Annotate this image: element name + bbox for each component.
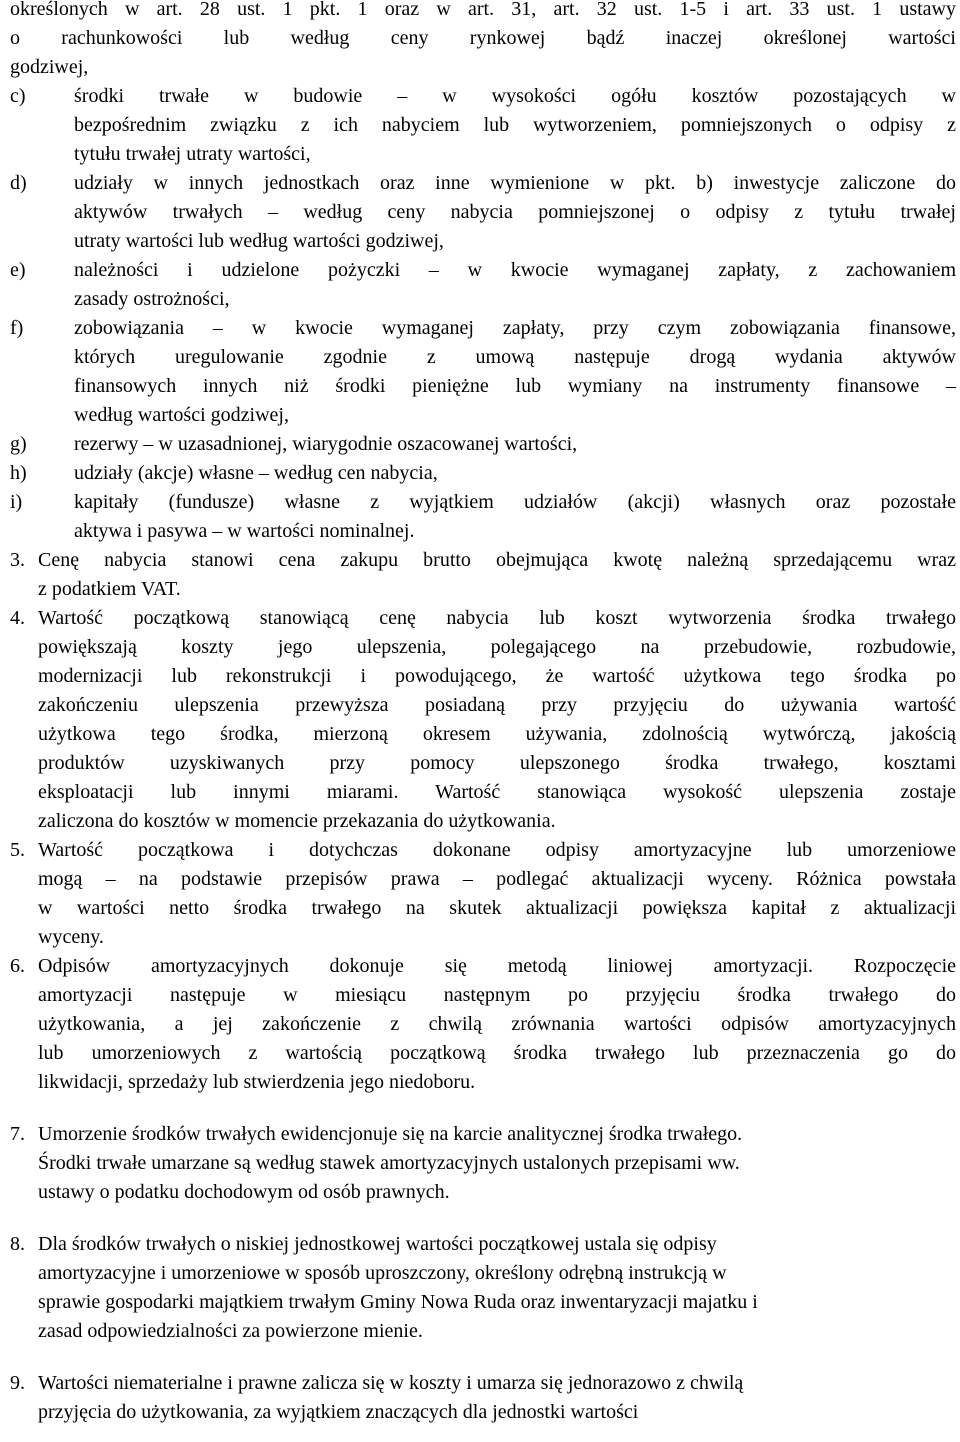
text-line: likwidacji, sprzedaży lub stwierdzenia jego niedoboru. (38, 1071, 476, 1093)
text-line: sprawie gospodarki majątkiem trwałym Gminy Nowa Ruda oraz inwentaryzacji majatku i (38, 1291, 758, 1313)
numbered-item-5 (10, 836, 956, 952)
text-line: w wartości netto środka trwałego na skutek aktualizacji powiększa kapitał z aktualizacji (38, 897, 956, 919)
text-line: środki trwałe w budowie – w wysokości ogółu kosztów pozostających w (74, 85, 956, 107)
text-line: godziwej, (10, 56, 89, 78)
numbered-list (10, 546, 956, 1427)
text-line: których uregulowanie zgodnie z umową następuje drogą wydania aktywów (74, 346, 956, 368)
list-marker: 4. (10, 607, 25, 629)
text-line: wyceny. (38, 926, 104, 948)
numbered-item-4 (10, 604, 956, 836)
text-line: amortyzacji następuje w miesiącu następnym po przyjęciu środka trwałego do (38, 984, 956, 1006)
paragraph-gap (10, 1346, 956, 1369)
text-line: amortyzacyjne i umorzeniowe w sposób uproszczony, określony odrębną instrukcją w (38, 1262, 727, 1284)
numbered-item-7 (10, 1120, 956, 1207)
text-line: mogą – na podstawie przepisów prawa – podlegać aktualizacji wyceny. Różnica powstała (38, 868, 956, 890)
list-marker: e) (10, 259, 26, 281)
text-line: Cenę nabycia stanowi cena zakupu brutto obejmująca kwotę należną sprzedającemu wraz (38, 549, 956, 571)
list-marker: 8. (10, 1233, 25, 1255)
text-line: Dla środków trwałych o niskiej jednostkowej wartości początkowej ustala się odpisy (38, 1233, 717, 1255)
text-line: ustawy o podatku dochodowym od osób prawnych. (38, 1181, 450, 1203)
numbered-item-6 (10, 952, 956, 1097)
text-line: modernizacji lub rekonstrukcji i powodującego, że wartość użytkowa tego środka po (38, 665, 956, 687)
text-line: tytułu trwałej utraty wartości, (74, 143, 311, 165)
text-line: udziały w innych jednostkach oraz inne wymienione w pkt. b) inwestycje zaliczone do (74, 172, 956, 194)
text-line: Wartość początkową stanowiącą cenę nabycia lub koszt wytworzenia środka trwałego (38, 607, 956, 629)
sub-item-c (10, 82, 956, 169)
text-line: określonych w art. 28 ust. 1 pkt. 1 oraz w art. 31, art. 32 ust. 1-5 i art. 33 ust. 1 ustawy (10, 0, 956, 20)
text-line: rezerwy – w uzasadnionej, wiarygodnie oszacowanej wartości, (74, 433, 578, 455)
list-marker: h) (10, 462, 27, 484)
text-line: utraty wartości lub według wartości godziwej, (74, 230, 444, 252)
text-line: eksploatacji lub innymi miarami. Wartość stanowiąca wysokość ulepszenia zostaje (38, 781, 956, 803)
list-marker: 3. (10, 549, 25, 571)
sub-item-g (10, 430, 956, 459)
list-marker: f) (10, 317, 24, 339)
text-line: Odpisów amortyzacyjnych dokonuje się metodą liniowej amortyzacji. Rozpoczęcie (38, 955, 956, 977)
list-marker: c) (10, 85, 26, 107)
paragraph-gap (10, 1097, 956, 1120)
list-marker: 9. (10, 1372, 25, 1394)
paragraph-gap (10, 1207, 956, 1230)
text-line: Wartości niematerialne i prawne zalicza się w koszty i umarza się jednorazowo z chwilą (38, 1372, 744, 1394)
text-line: Środki trwałe umarzane są według stawek amortyzacyjnych ustalonych przepisami ww. (38, 1152, 740, 1174)
list-marker: i) (10, 491, 23, 513)
list-marker: g) (10, 433, 27, 455)
sub-item-i (10, 488, 956, 546)
text-line: Wartość początkowa i dotychczas dokonane odpisy amortyzacyjne lub umorzeniowe (38, 839, 956, 861)
text-line: zaliczona do kosztów w momencie przekazania do użytkowania. (38, 810, 556, 832)
text-line: finansowych innych niż środki pieniężne lub wymiany na instrumenty finansowe – (74, 375, 956, 397)
text-line: powiększają koszty jego ulepszenia, polegającego na przebudowie, rozbudowie, (38, 636, 956, 658)
text-line: bezpośrednim związku z ich nabyciem lub wytworzeniem, pomniejszonych o odpisy z (74, 114, 956, 136)
text-line: według wartości godziwej, (74, 404, 289, 426)
text-line: lub umorzeniowych z wartością początkową środka trwałego lub przeznaczenia go do (38, 1042, 956, 1064)
sub-list (10, 82, 956, 546)
text-line: przyjęcia do użytkowania, za wyjątkiem znaczących dla jednostki wartości (38, 1401, 639, 1423)
list-marker: 6. (10, 955, 25, 977)
text-line: produktów uzyskiwanych przy pomocy ulepszonego środka trwałego, kosztami (38, 752, 956, 774)
document-page (10, 0, 956, 1427)
text-line: udziały (akcje) własne – według cen nabycia, (74, 462, 438, 484)
text-line: zasady ostrożności, (74, 288, 230, 310)
text-line: zakończeniu ulepszenia przewyższa posiadaną przy przyjęciu do używania wartość (38, 694, 956, 716)
list-marker: 7. (10, 1123, 25, 1145)
numbered-item-9 (10, 1369, 956, 1427)
sub-item-h (10, 459, 956, 488)
sub-item-d (10, 169, 956, 256)
sub-item-f (10, 314, 956, 430)
text-line: użytkowa tego środka, mierzoną okresem używania, zdolnością wytwórczą, jakością (38, 723, 956, 745)
list-marker: 5. (10, 839, 25, 861)
text-line: kapitały (fundusze) własne z wyjątkiem udziałów (akcji) własnych oraz pozostałe (74, 491, 956, 513)
text-line: Umorzenie środków trwałych ewidencjonuje się na karcie analitycznej środka trwałego. (38, 1123, 743, 1145)
sub-item-e (10, 256, 956, 314)
numbered-item-8 (10, 1230, 956, 1346)
text-line: aktywa i pasywa – w wartości nominalnej. (74, 520, 415, 542)
numbered-item-3 (10, 546, 956, 604)
text-line: z podatkiem VAT. (38, 578, 181, 600)
list-marker: d) (10, 172, 27, 194)
text-line: o rachunkowości lub według ceny rynkowej bądź inaczej określonej wartości (10, 27, 956, 49)
text-line: zasad odpowiedzialności za powierzone mienie. (38, 1320, 423, 1342)
text-line: należności i udzielone pożyczki – w kwocie wymaganej zapłaty, z zachowaniem (74, 259, 956, 281)
text-line: użytkowania, a jej zakończenie z chwilą zrównania wartości odpisów amortyzacyjnych (38, 1013, 956, 1035)
intro-paragraph (10, 0, 956, 82)
text-line: zobowiązania – w kwocie wymaganej zapłaty, przy czym zobowiązania finansowe, (74, 317, 956, 339)
text-line: aktywów trwałych – według ceny nabycia pomniejszonej o odpisy z tytułu trwałej (74, 201, 956, 223)
